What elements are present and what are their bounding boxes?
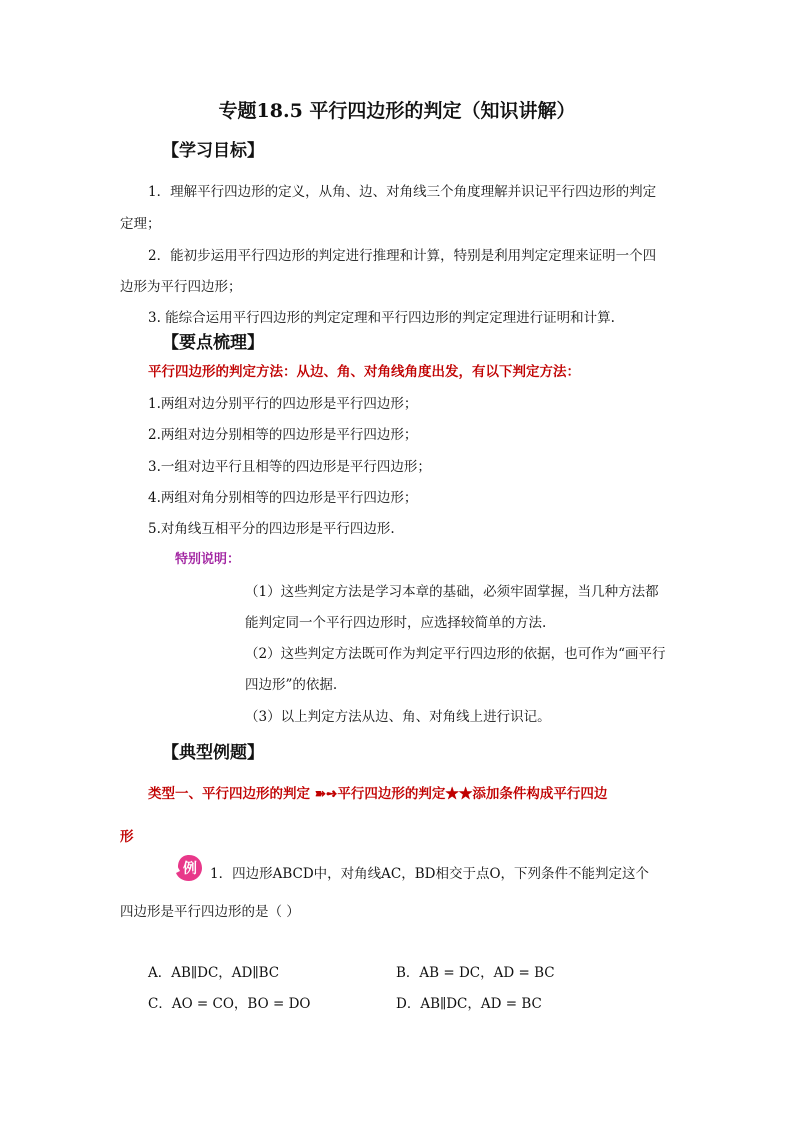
goal-3: 3. 能综合运用平行四边形的判定定理和平行四边形的判定定理进行证明和计算. <box>148 310 615 326</box>
goal-1-line-1: 1．理解平行四边形的定义，从角、边、对角线三个角度理解并识记平行四边形的判定 <box>148 184 657 200</box>
example-badge-label: 例 <box>183 861 197 877</box>
example-question-line-1: 1．四边形ABCD中，对角线AC，BD相交于点O，下列条件不能判定这个 <box>210 866 650 882</box>
point-item-3: 3.一组对边平行且相等的四边形是平行四边形； <box>148 459 431 475</box>
point-item-4: 4.两组对角分别相等的四边形是平行四边形； <box>148 490 418 506</box>
option-c: C．AO = CO，BO = DO <box>148 996 311 1012</box>
section-points-heading: 【要点梳理】 <box>162 333 264 353</box>
point-item-2: 2.两组对边分别相等的四边形是平行四边形； <box>148 427 418 443</box>
section-goals-heading: 【学习目标】 <box>162 141 264 161</box>
goal-1-line-2: 定理； <box>120 216 161 232</box>
example-badge-icon <box>174 853 204 883</box>
section-examples-heading: 【典型例题】 <box>162 743 264 763</box>
type1-heading-line-1: 类型一、平行四边形的判定 ➽➺平行四边形的判定★★添加条件构成平行四边 <box>148 786 608 802</box>
option-b: B．AB = DC，AD = BC <box>396 965 555 981</box>
note-1-line-2: 能判定同一个平行四边形时，应选择较简单的方法. <box>245 615 547 631</box>
goal-2-line-1: 2．能初步运用平行四边形的判定进行推理和计算，特别是利用判定定理来证明一个四 <box>148 248 657 264</box>
page-title: 专题18.5 平行四边形的判定（知识讲解） <box>218 100 576 122</box>
type1-heading-line-2: 形 <box>120 829 134 845</box>
point-item-5: 5.对角线互相平分的四边形是平行四边形. <box>148 521 395 537</box>
example-question-line-2: 四边形是平行四边形的是（ ） <box>120 904 300 920</box>
note-1-line-1: （1）这些判定方法是学习本章的基础，必须牢固掌握，当几种方法都 <box>245 584 659 600</box>
goal-2-line-2: 边形为平行四边形； <box>120 279 242 295</box>
option-a: A．AB∥DC，AD∥BC <box>148 965 280 981</box>
option-d: D．AB∥DC，AD = BC <box>396 996 542 1012</box>
point-item-1: 1.两组对边分别平行的四边形是平行四边形； <box>148 396 418 412</box>
points-intro: 平行四边形的判定方法：从边、角、对角线角度出发，有以下判定方法： <box>148 364 580 380</box>
note-2-line-1: （2）这些判定方法既可作为判定平行四边形的依据，也可作为“画平行 <box>245 646 666 662</box>
note-2-line-2: 四边形”的依据. <box>245 677 338 693</box>
special-note-label: 特别说明： <box>175 552 241 567</box>
note-3: （3）以上判定方法从边、角、对角线上进行识记。 <box>245 709 551 725</box>
